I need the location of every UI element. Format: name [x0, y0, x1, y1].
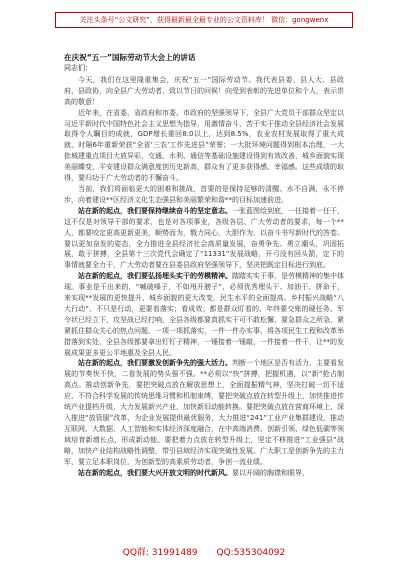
- paragraph-text: 近年来，在省委、省政府和市委、市政府的坚强领导下，全县广大党员干部群众坚定以习近平新时代中国特色社会主义思想为指导，用激情奋斗，苦干实干推动全县经济社会发展取得令人瞩目的成就，GDP增长重回8.0以上，达到8.5%，农业农村发展取得了重大成就，时隔6年重新荣获“全省‘三农’工作先进县”荣誉；一大批环境问题得到根本治理，一大批城建重点项目大放异彩，交通、水利、通信等基础设施建设得到有效改善，城乡面貌实现美丽蝶变，平安建设群众满意度创历史新高，群众有了更多获得感、幸福感。这些成绩的取得，要归功于广大劳动者的不懈奋斗。: [64, 108, 344, 183]
- greeting: 同志们：: [64, 64, 92, 72]
- footer-contact: [0, 545, 408, 558]
- paragraph-text: 踏踏实实干事，是劳模精神的集中体现。事业是干出来的，“喊破嗓子，不如甩开膀子”，必须优秀埋头干、加油干、拼命干，来实现**发展的更快提升、城乡面貌的更大改变，民生水平的全面提高。乡村振兴战略“八大行动”、不只是行动，更要看落实；看成效；都是群众盯看的、年终要交账的硬任务。军令状已经立下，攻坚战已经打响，全县各级都要真抓实干可不敢松懈，要急群众之所急，紧紧抓住群众关心的热点问题，一项一项抓落实，一件一件办实事，将各项民生工程和改革举措落到实处，全县各级都要拿出钉钉子精神，一锤接着一锤敲，一件接着一件干，让**的发展成果更多更公平地惠及全县人民。: [64, 272, 344, 357]
- paragraph-text: 一张蓝图绘到底，一任接着一任干，这不仅是对领导干部的要求，也是对各项事业，各级各层、广大劳动者的要求，每一个**人，都要咬定更高更新更美，顺势而为，戮力同心，大胆作为，以奋斗书写新时代的答卷。要以更加奋发的姿态，全力推进全县经济社会高质量发展，奋勇争先、勇立潮头，巩固拓展，敢于拼搏，全县第十三次党代会确定了“11331”发展战略，开弓没有回头箭，定下的事情就要全力干，广大劳动者要在县委县政府坚强领导下，坚决把既定目标进行到底。: [64, 206, 344, 270]
- paragraph-text: 判断一个地区是否有活力，主要看发展的节奏快不快，二看发展的势头强不强。**必须以“快”拼搏，把握机遇，以“新”抢占制高点。推动创新争先，要把突破点放在解放思想上，全面提振精气神，坚决打破一切不适应、不符合科学发展的传统思维习惯和机制束缚，要把突破点放在转型升级上，加快推进传统产业提档升级，大力发展新兴产业，加快新旧动能转换。要把突破点放在营商环境上，深入推进“放管服”改革，为企业发展提供最优服务，大力推进“241”工业产业集群建设，推动互联网、大数据、人工智能和实体经济深度融合，在中高端消费、创新引领、绿色低碳等领域培育新增长点，形成新动能。要把着力点放在转型升级上，坚定不移推进“工业强县”战略，加快产业结构战略性调整，带引县域经济实现突破性发展。广大职工是创新争先的主力军，要立足本职岗位，为创新型的高素质劳动者，争创一流业绩。: [64, 359, 344, 466]
- qq-group-text: QQ群: 31991489: [122, 548, 198, 558]
- paragraph: [64, 271, 344, 358]
- paragraph-lead: 站在新的起点，我们要保持继续奋斗的坚定意志。: [78, 206, 232, 215]
- paragraph: [64, 108, 344, 184]
- document-body: [64, 52, 344, 478]
- paragraph-text: 今天，我们在这里隆重集会，庆祝“五一”国际劳动节。我代表县委、县人大、县政府、县政协，向全县广大劳动者，致以节日的问候！向受到表彰的先进单位和个人，表示崇高的敬意！: [64, 75, 344, 106]
- paragraph: [64, 184, 344, 206]
- paragraph-lead: 站在新的起点，我们要激发创新争先的强大活力。: [78, 359, 232, 368]
- paragraph-lead: 站在新的起点，我们要大兴开放文明的时代新风。: [78, 468, 232, 477]
- qq-text: QQ:535304092: [216, 548, 286, 558]
- paragraph-text: 当前，我们将面临更大的困难和挑战，首要的是保持足够的清醒。水不自满，永不停步，向着建设**区经济文化生态强县和美丽繁荣和谐**的目标加速前进。: [64, 184, 344, 204]
- paragraph: [64, 358, 344, 467]
- speech-title: 在庆祝“五一”国际劳动节大会上的讲话: [64, 53, 196, 62]
- paragraph: [64, 75, 344, 108]
- paragraph-text: 要以开阔的胸襟和眼界，: [232, 468, 309, 477]
- paragraph: [64, 206, 344, 271]
- paragraph-lead: 站在新的起点，我们要弘扬埋头实干的劳模精神。: [78, 272, 232, 281]
- top-banner: 关注头条号“公文研究”，获得最新最全最专业的公文资料库！ 微信：gongwenx: [55, 12, 353, 28]
- paragraph: [64, 468, 344, 479]
